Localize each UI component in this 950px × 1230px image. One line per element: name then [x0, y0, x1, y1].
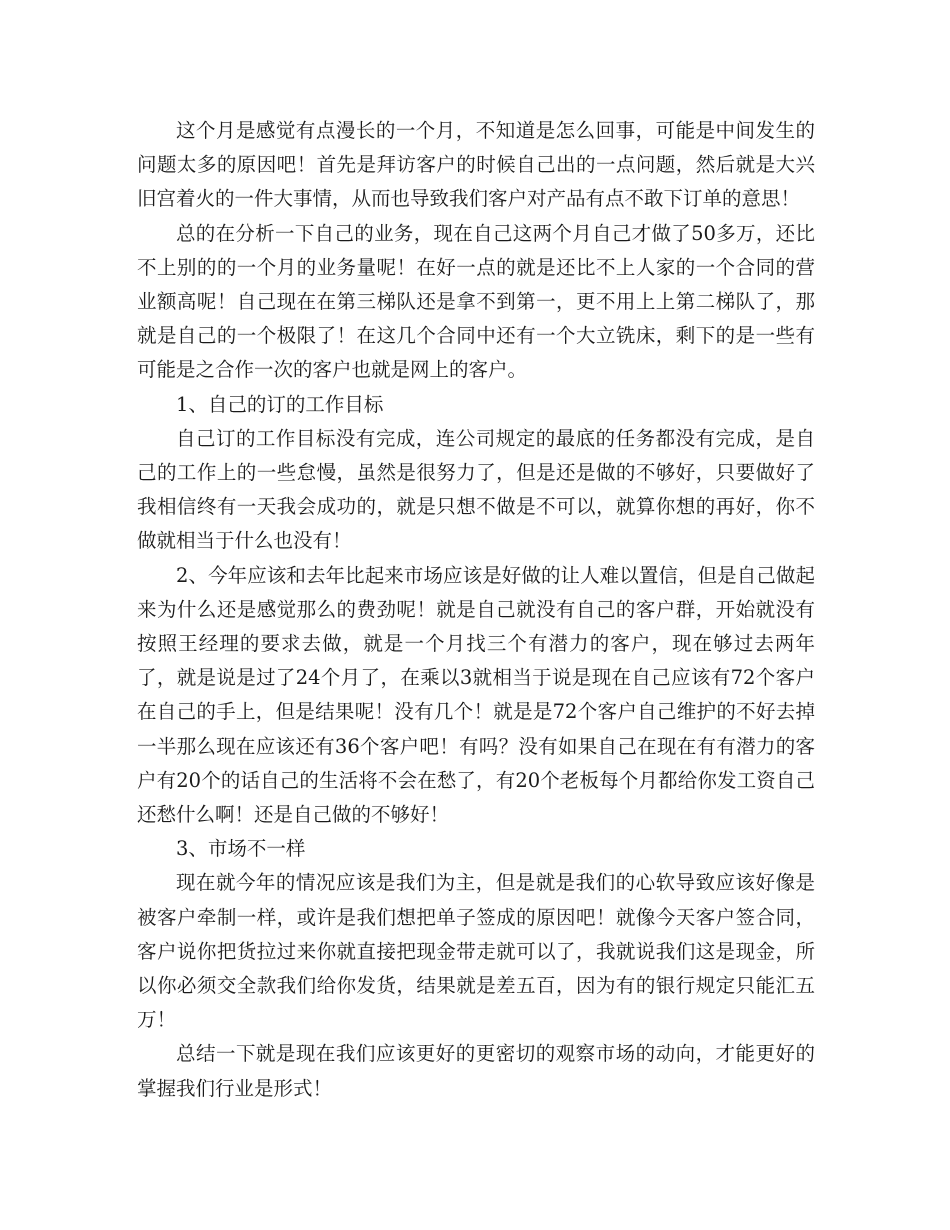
section-heading-3: 3、市场不一样	[176, 837, 306, 861]
paragraph-2: 总的在分析一下自己的业务，现在自己这两个月自己才做了50多万，还比不上别的的一个月的业务量呢！在好一点的就是还比不上人家的一个合同的营业额高呢！自己现在在第三梯队还是拿不到第一，更不用上上第二梯队了，那就是自己的一个极限了！在这几个合同中还有一个大立铣床，剩下的是一些有可能是之合作一次的客户也就是网上的客户。	[137, 221, 815, 382]
paragraph-1: 这个月是感觉有点漫长的一个月，不知道是怎么回事，可能是中间发生的问题太多的原因吧！首先是拜访客户的时候自己出的一点问题，然后就是大兴旧宫着火的一件大事情，从而也导致我们客户对产品有点不敢下订单的意思！	[137, 119, 815, 211]
paragraph-3: 自己订的工作目标没有完成，连公司规定的最底的任务都没有完成，是自己的工作上的一些怠慢，虽然是很努力了，但是还是做的不够好，只要做好了我相信终有一天我会成功的，就是只想不做是不可以，就算你想的再好，你不做就相当于什么也没有！	[137, 426, 815, 553]
paragraph-6: 总结一下就是现在我们应该更好的更密切的观察市场的动向，才能更好的掌握我们行业是形式！	[137, 1042, 815, 1100]
paragraph-5: 现在就今年的情况应该是我们为主，但是就是我们的心软导致应该好像是被客户牵制一样，或许是我们想把单子签成的原因吧！就像今天客户签合同，客户说你把货拉过来你就直接把现金带走就可以了，我就说我们这是现金，所以你必须交全款我们给你发货，结果就是差五百，因为有的银行规定只能汇五万！	[137, 871, 815, 1032]
document-body	[137, 114, 815, 1106]
paragraph-4: 2、今年应该和去年比起来市场应该是好做的让人难以置信，但是自己做起来为什么还是感觉那么的费劲呢！就是自己就没有自己的客户群，开始就没有按照王经理的要求去做，就是一个月找三个有潜力的客户，现在够过去两年了，就是说是过了24个月了，在乘以3就相当于说是现在自己应该有72个客户在自己的手上，但是结果呢！没有几个！就是是72个客户自己维护的不好去掉一半那么现在应该还有36个客户吧！有吗？没有如果自己在现在有有潜力的客户有20个的话自己的生活将不会在愁了，有20个老板每个月都给你发工资自己还愁什么啊！还是自己做的不够好！	[137, 563, 815, 827]
section-heading-1: 1、自己的订的工作目标	[176, 392, 384, 416]
